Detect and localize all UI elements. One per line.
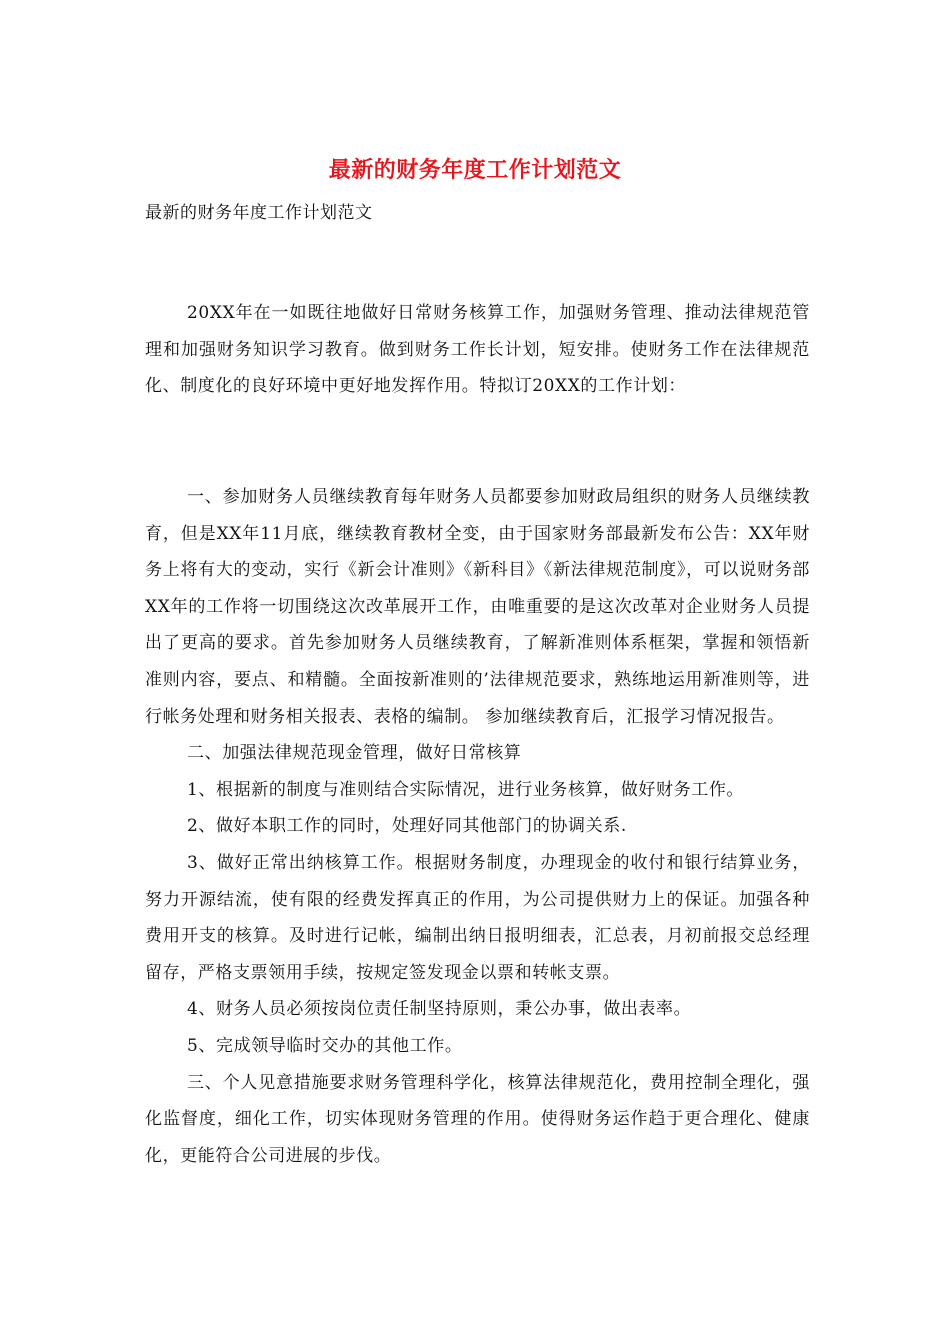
paragraph-3: 1、根据新的制度与准则结合实际情况，进行业务核算，做好财务工作。 — [187, 779, 745, 800]
paragraph-1: 一、参加财务人员继续教育每年财务人员都要参加财政局组织的财务人员继续教育，但是XX年11月底，继续教育教材全变，由于国家财务部最新发布公告：XX年财务上将有大的变动，实行《新会计准则》《新科目》《新法律规范制度》，可以说财务部XX年的工作将一切围绕这次改革展开工作，由唯重要的是这次改革对企业财务人员提出了更高的要求。首先参加财务人员继续教育，了解新准则体系框架，掌握和领悟新准则内容，要点、和精髓。全面按新准则的’法律规范要求，熟练地运用新准则等，进行帐务处理和财务相关报表、表格的编制。 参加继续教育后，汇报学习情况报告。 — [145, 487, 810, 727]
paragraph-8: 三、个人见意措施要求财务管理科学化，核算法律规范化，费用控制全理化，强化监督度，细化工作，切实体现财务管理的作用。使得财务运作趋于更合理化、健康化，更能符合公司进展的步伐。 — [145, 1072, 810, 1166]
intro-paragraph: 20XX年在一如既往地做好日常财务核算工作，加强财务管理、推动法律规范管理和加强财务知识学习教育。做到财务工作长计划，短安排。使财务工作在法律规范化、制度化的良好环境中更好地发挥作用。特拟订20XX的工作计划： — [145, 303, 810, 397]
main-section — [145, 479, 810, 1174]
paragraph-5: 3、做好正常出纳核算工作。根据财务制度，办理现金的收付和银行结算业务，努力开源结流，使有限的经费发挥真正的作用，为公司提供财力上的保证。加强各种费用开支的核算。及时进行记帐，编制出纳日报明细表，汇总表，月初前报交总经理留存，严格支票领用手续，按规定签发现金以票和转帐支票。 — [145, 852, 810, 983]
paragraph-6: 4、财务人员必须按岗位责任制坚持原则，秉公办事，做出表率。 — [187, 999, 692, 1020]
intro-section — [145, 295, 810, 405]
document-title: 最新的财务年度工作计划范文 — [328, 157, 622, 183]
paragraph-2: 二、加强法律规范现金管理，做好日常核算 — [187, 743, 522, 764]
paragraph-7: 5、完成领导临时交办的其他工作。 — [187, 1035, 463, 1056]
document-subtitle: 最新的财务年度工作计划范文 — [145, 203, 373, 223]
paragraph-4: 2、做好本职工作的同时，处理好同其他部门的协调关系. — [187, 816, 627, 837]
